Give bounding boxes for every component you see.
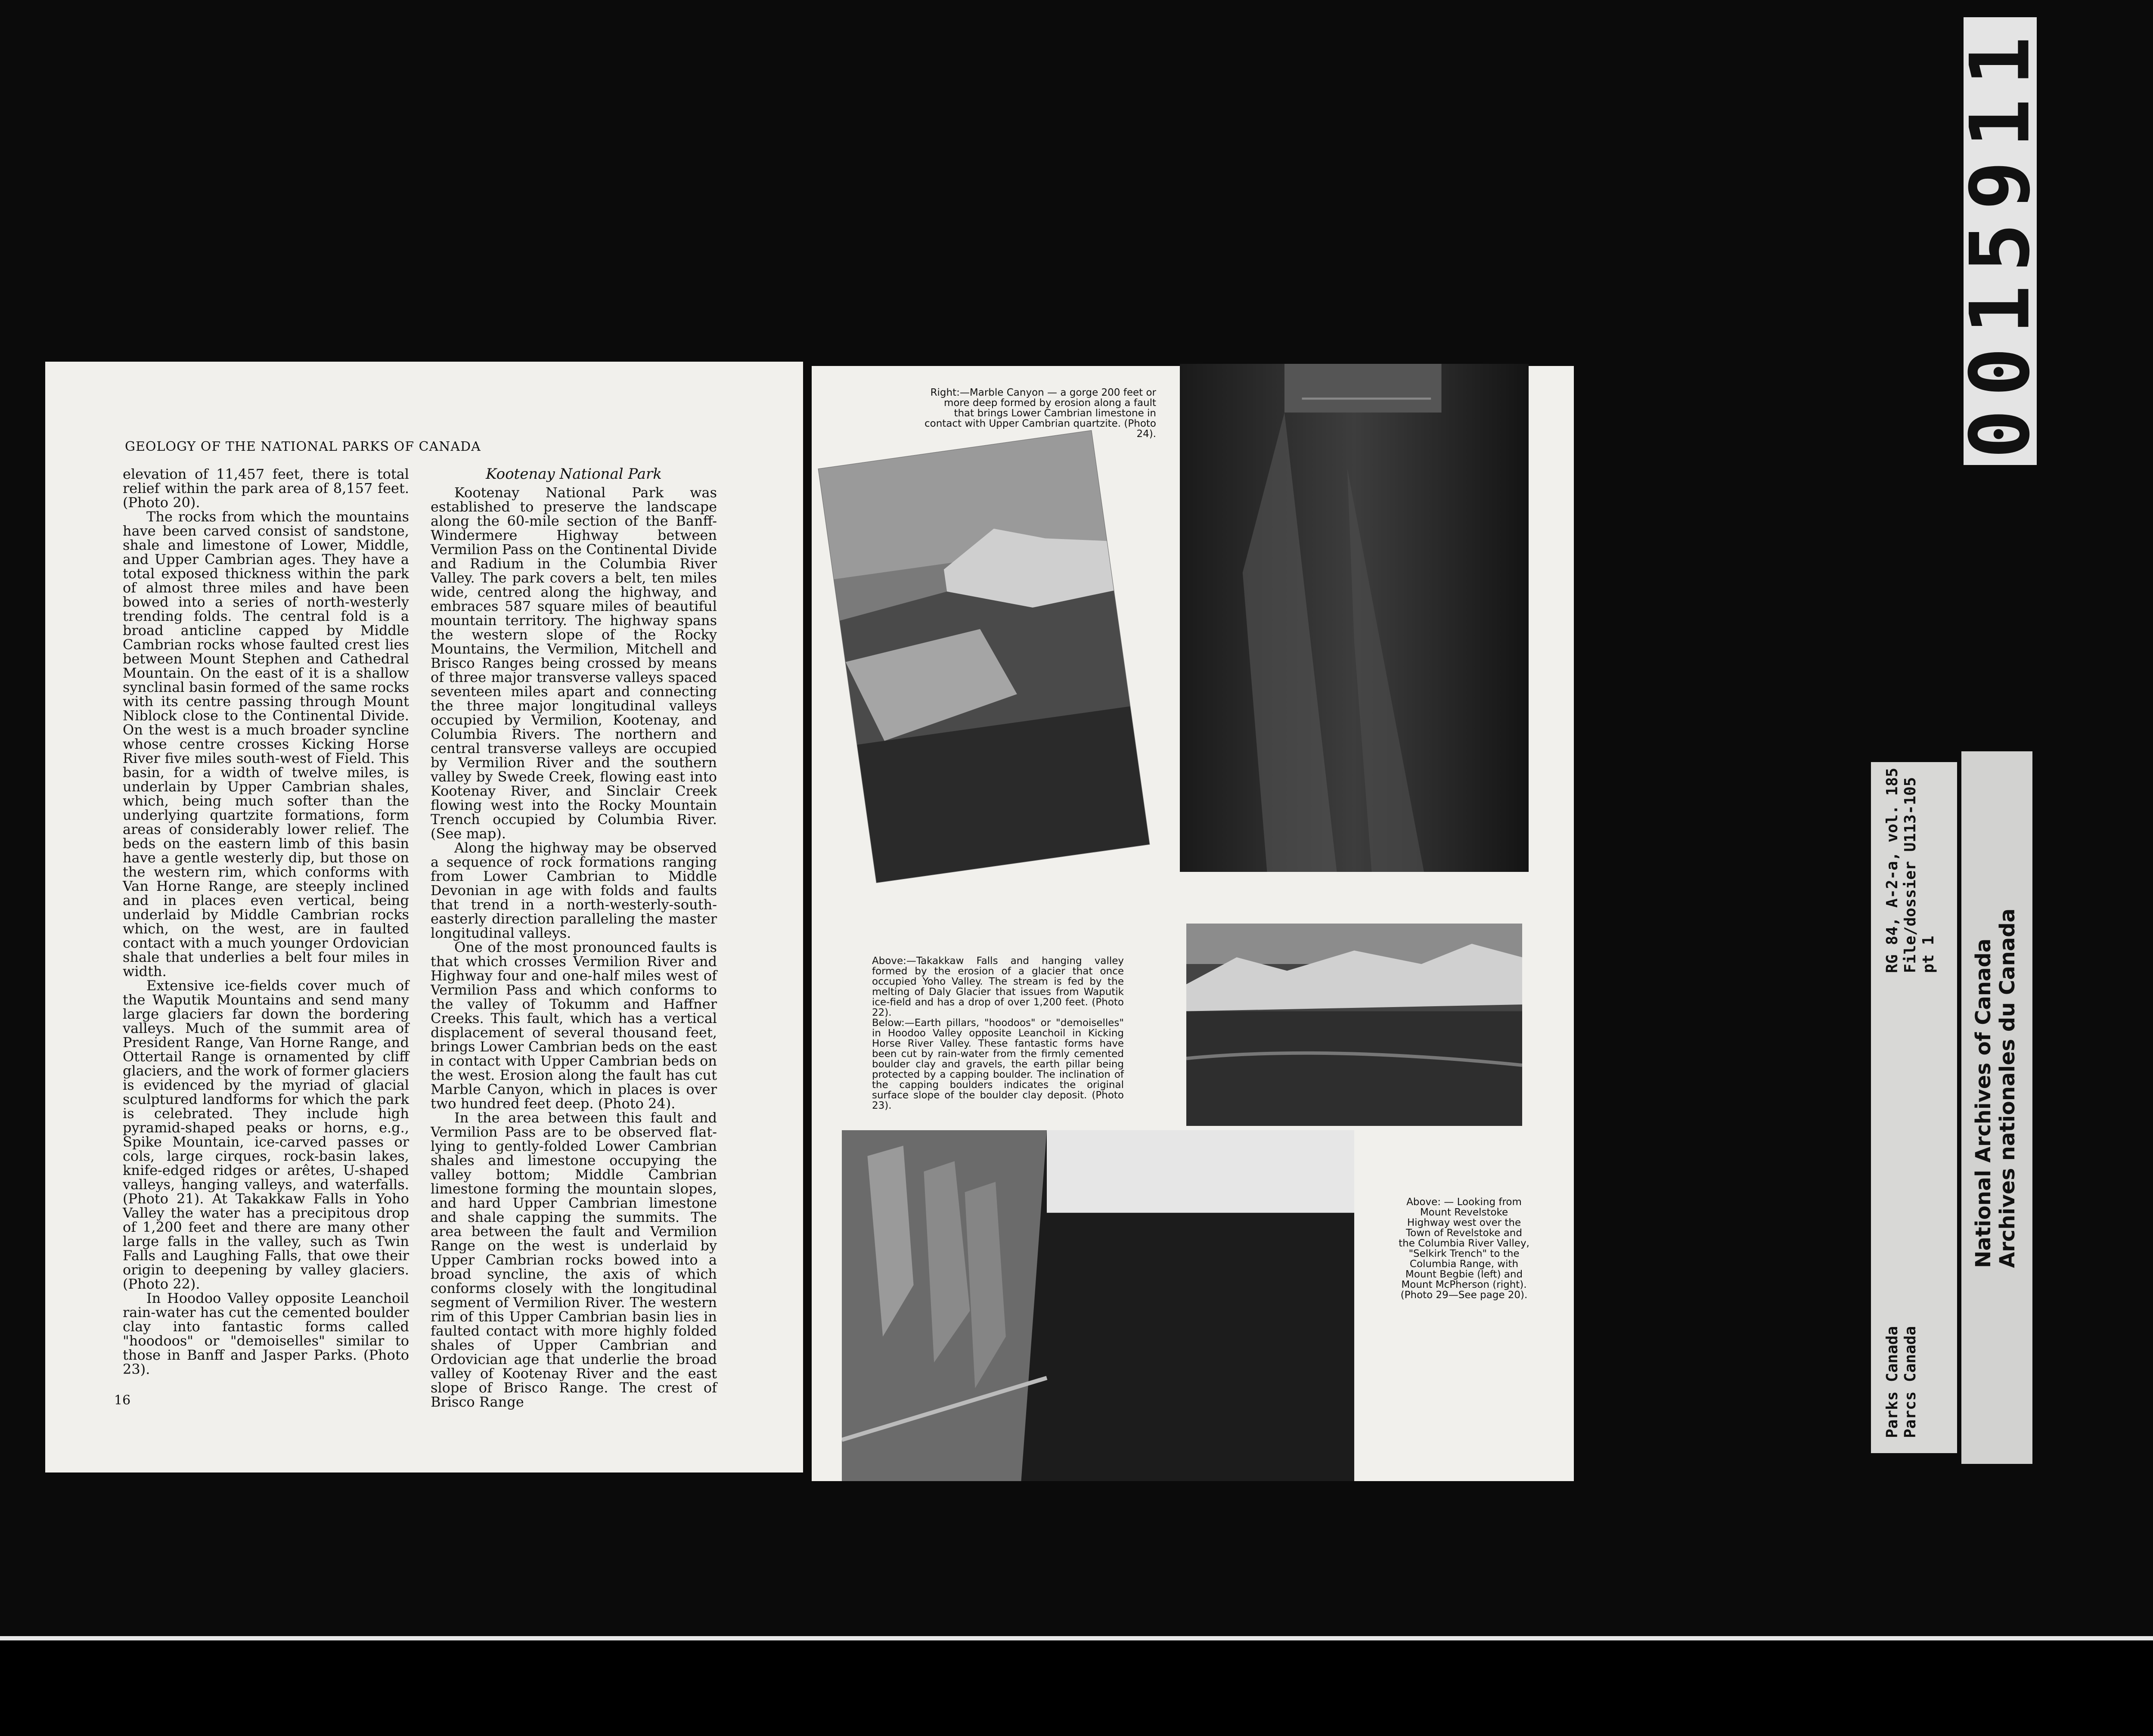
reference-line-1: RG 84, A-2-a, vol. 185 <box>1883 768 1901 973</box>
section-title: Kootenay National Park <box>486 465 662 483</box>
marble-canyon-photo <box>1180 364 1529 872</box>
film-edge <box>0 1636 2153 1640</box>
marble-canyon-caption: Right:—Marble Canyon — a gorge 200 feet or more deep formed by erosion along a fault that brings Lower Cambrian limestone in contact with Upper Cambrian quartzite. (Photo 24). <box>924 387 1156 440</box>
takakkaw-caption: Above:—Takakkaw Falls and hanging valley formed by the erosion of a glacier that once occupied Yoho Valley. The stream is fed by the melting of Daly Glacier that issues from Waputik ice-field and has a drop of over 1,200 feet. (Photo 22). <box>872 955 1124 1018</box>
right-page <box>812 366 1574 1481</box>
right-column <box>431 467 717 1409</box>
film-frame-number <box>1952 17 2048 465</box>
archives-line-2: Archives nationales du Canada <box>1995 908 2020 1268</box>
paragraph: Extensive ice-fields cover much of the Waputik Mountains and send many large glaciers far down the bordering valleys. Much of the summit area of President Range, Van Horne Range, and Ottertail Range is ornamented by cliff glaciers, and the work of former glaciers is evidenced by the myriad of glacial sculptured landforms for which the park is celebrated. They include high pyramid-shaped peaks or horns, e.g., Spike Mountain, ice-carved passes or cols, large cirques, rock-basin lakes, knife-edged ridges or arêtes, U-shaped valleys, hanging valleys, and waterfalls. (Photo 21). At Takakkaw Falls in Yoho Valley the water has a precipitous drop of 1,200 feet and there are many other large falls in the valley, such as Twin Falls and Laughing Falls, that owe their origin to deepening by valley glaciers. (Photo 22). <box>123 977 409 1292</box>
frame-number-text: 0015911 <box>1952 23 2048 459</box>
national-archives-card <box>1961 751 2032 1464</box>
paragraph: elevation of 11,457 feet, there is total relief within the park area of 8,157 feet. (Photo 20). <box>123 466 409 511</box>
film-margin <box>0 1640 2153 1736</box>
left-page <box>45 362 803 1472</box>
hoodoo-caption: Below:—Earth pillars, "hoodoos" or "demoiselles" in Hoodoo Valley opposite Leanchoil in Kicking Horse River Valley. These fantastic forms have been cut by rain-water from the firmly cemented boulder clay and gravels, the earth pillar being protected by a capping boulder. The inclination of the capping boulders indicates the original surface slope of the boulder clay deposit. (Photo 23). <box>872 1017 1124 1111</box>
reference-line-3: pt 1 <box>1920 936 1937 973</box>
hoodoo-earth-pillars-photo <box>842 1130 1354 1481</box>
reference-line-2: File/dossier U113-105 <box>1902 777 1919 973</box>
paragraph: The rocks from which the mountains have been carved consist of sandstone, shale and limestone of Lower, Middle, and Upper Cambrian ages. They have a total exposed thickness within the park of almost three miles and have been bowed into a series of north-westerly trending folds. The central fold is a broad anticline capped by Middle Cambrian rocks whose faulted crest lies between Mount Stephen and Cathedral Mountain. On the east of it is a shallow synclinal basin formed of the same rocks with its centre passing through Mount Niblock close to the Continental Divide. On the west is a much broader syncline whose centre crosses Kicking Horse River five miles south-west of Field. This basin, for a width of twelve miles, is underlain by Upper Cambrian shales, which, being much softer than the underlying quartzite formations, form areas of considerably lower relief. The beds on the eastern limb of this basin have a gentle westerly dip, but those on the western rim, which conforms with Van Horne Range, are steeply inclined and in places even vertical, being underlaid by Middle Cambrian rocks which, on the west, are in faulted contact with a much younger Ordovician shale that underlies a belt four miles in width. <box>123 508 409 980</box>
page-number: 16 <box>114 1393 131 1408</box>
running-head: GEOLOGY OF THE NATIONAL PARKS OF CANADA <box>125 439 481 454</box>
paragraph: In Hoodoo Valley opposite Leanchoil rain-water has cut the cemented boulder clay into fantastic forms called "hoodoos" or "demoiselles" similar to those in Banff and Jasper Parks. (Photo 23). <box>123 1290 409 1377</box>
takakkaw-falls-photo <box>819 431 1150 883</box>
parks-line-1: Parks Canada <box>1883 1326 1901 1438</box>
paragraph: One of the most pronounced faults is that which crosses Vermilion River and Highway four and one-half miles west of Vermilion Pass and which conforms to the valley of Tokumm and Haffner Creeks. This fault, which has a vertical displacement of several thousand feet, brings Lower Cambrian beds on the east in contact with Upper Cambrian beds on the west. Erosion along the fault has cut Marble Canyon, which in places is over two hundred feet deep. (Photo 24). <box>431 939 717 1112</box>
paragraph: Along the highway may be observed a sequence of rock formations ranging from Lower Cambrian to Middle Devonian in age with folds and faults that trend in a north-westerly-south-easterly direction paralleling the master longitudinal valleys. <box>431 840 717 941</box>
revelstoke-caption: Above: — Looking from Mount Revelstoke Highway west over the Town of Revelstoke and the Columbia River Valley, "Selkirk Trench" to the Columbia Range, with Mount Begbie (left) and Mount McPherson (right). (Photo 29—See page 20). <box>1399 1197 1529 1301</box>
takakkaw-hoodoo-captions <box>872 956 1124 1111</box>
parks-line-2: Parcs Canada <box>1902 1326 1919 1438</box>
archives-line-1: National Archives of Canada <box>1971 938 1995 1268</box>
left-column <box>123 467 409 1376</box>
revelstoke-valley-photo <box>1186 924 1522 1126</box>
paragraph: In the area between this fault and Vermilion Pass are to be observed flat-lying to gently-folded Lower Cambrian shales and limestone occupying the valley bottom; Middle Cambrian limestone forming the mountain slopes, and hard Upper Cambrian limestone and shale capping the summits. The area between the fault and Vermilion Range on the west is underlaid by Upper Cambrian rocks bowed into a broad syncline, the axis of which conforms closely with the longitudinal segment of Vermilion River. The western rim of this Upper Cambrian basin lies in faulted contact with more highly folded shales of Upper Cambrian and Ordovician age that underlie the broad valley of Kootenay River and the east slope of Brisco Range. The crest of Brisco Range <box>431 1110 717 1410</box>
paragraph: Kootenay National Park was established to preserve the landscape along the 60-mile section of the Banff-Windermere Highway between Vermilion Pass on the Continental Divide and Radium in the Columbia River Valley. The park covers a belt, ten miles wide, centred along the highway, and embraces 587 square miles of beautiful mountain territory. The highway spans the western slope of the Rocky Mountains, the Vermilion, Mitchell and Brisco Ranges being crossed by means of three major transverse valleys spaced seventeen miles apart and connecting the three major longitudinal valleys occupied by Vermilion, Kootenay, and Columbia Rivers. The northern and central transverse valleys are occupied by Vermilion River and the southern valley by Swede Creek, flowing east into Kootenay River, and Sinclair Creek flowing west into the Rocky Mountain Trench occupied by Columbia River. (See map). <box>431 484 717 842</box>
parks-canada-card <box>1871 762 1957 1453</box>
